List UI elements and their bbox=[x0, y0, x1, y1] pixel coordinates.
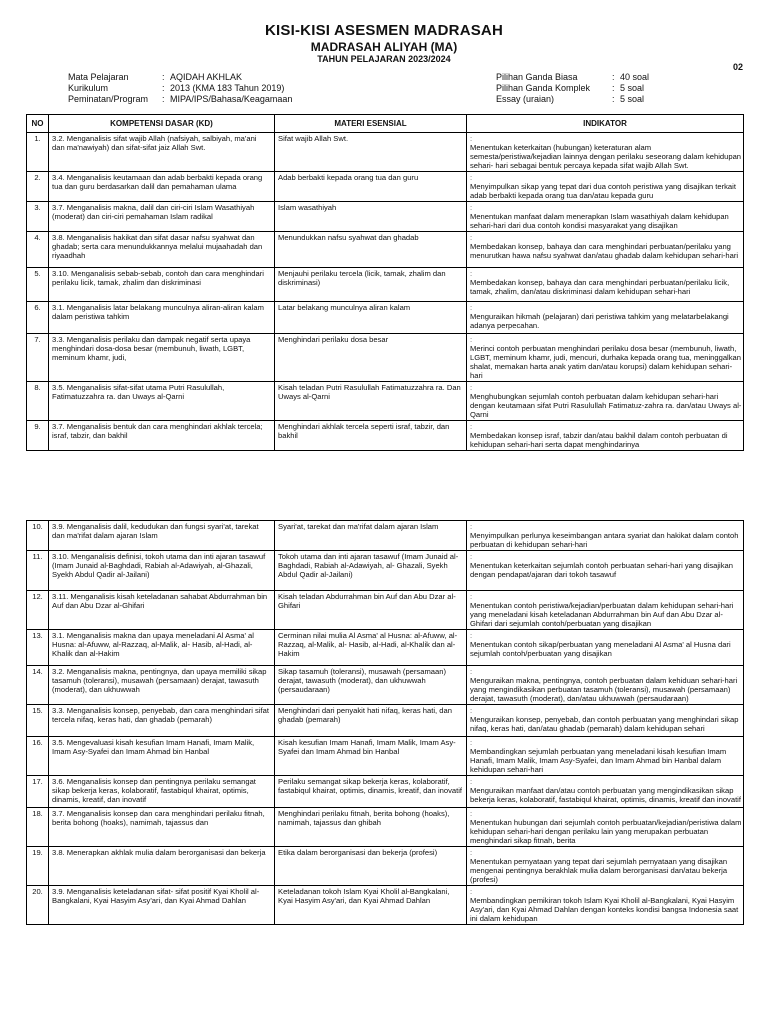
cell-materi-esensial: Tokoh utama dan inti ajaran tasawuf (Imam Junaid al-Baghdadi, Rabiah al-Adawiyah, al- Ghazali, Syekh Abdul Qadir al-Jailani) bbox=[275, 551, 467, 591]
meta-right-block bbox=[496, 72, 649, 105]
cell-materi-esensial: Kisah kesufian Imam Hanafi, Imam Malik, Imam Asy-Syafei dan Imam Ahmad bin Hanbal bbox=[275, 737, 467, 776]
cell-kompetensi-dasar: 3.5. Mengevaluasi kisah kesufian Imam Hanafi, Imam Malik, Imam Asy-Syafei dan Imam Ahmad bin Hanbal bbox=[49, 737, 275, 776]
indikator-bullet: : bbox=[470, 738, 473, 747]
cell-indikator bbox=[467, 268, 744, 302]
table-row bbox=[27, 421, 744, 451]
indikator-bullet: : bbox=[470, 335, 473, 344]
cell-indikator bbox=[467, 630, 744, 666]
indikator-text: Menentukan contoh peristiwa/kejadian/perbuatan dalam kehidupan sehari-hari yang meneladani kisah keteladanan Abdurrahman bin Auf dan Abu Dzar al-Ghifari dari sejumlah contoh/perbuatan yang disajikan bbox=[470, 601, 734, 628]
cell-indikator bbox=[467, 737, 744, 776]
cell-kompetensi-dasar: 3.5. Menganalisis sifat-sifat utama Putri Rasulullah, Fatimatuzzahra ra. dan Uways al-Qarni bbox=[49, 382, 275, 421]
meta-key: Essay (uraian) bbox=[496, 94, 555, 104]
cell-no: 17. bbox=[27, 776, 49, 808]
meta-key: Kurikulum bbox=[68, 83, 109, 93]
cell-no: 13. bbox=[27, 630, 49, 666]
cell-materi-esensial: Perilaku semangat sikap bekerja keras, kolaboratif, fastabiqul khairat, optimis, dinamis, kreatif, dan inovatif bbox=[275, 776, 467, 808]
cell-no: 15. bbox=[27, 705, 49, 737]
cell-materi-esensial: Cerminan nilai mulia Al Asma' al Husna: al-Afuww, al-Razzaq, al-Malik, al- Hasib, al-Hadi, al-Khalik dan al-Hakim bbox=[275, 630, 467, 666]
cell-kompetensi-dasar: 3.2. Menganalisis makna, pentingnya, dan upaya memiliki sikap tasamuh (toleransi), musawah (persamaan) derajat, tawasuth (moderat), dan ukhuwwah bbox=[49, 666, 275, 705]
meta-colon: : bbox=[612, 94, 615, 104]
meta-line bbox=[496, 94, 649, 105]
cell-indikator bbox=[467, 382, 744, 421]
indikator-bullet: : bbox=[470, 203, 473, 212]
meta-line bbox=[496, 72, 649, 83]
indikator-bullet: : bbox=[470, 631, 473, 640]
cell-materi-esensial: Syari'at, tarekat dan ma'rifat dalam ajaran Islam bbox=[275, 521, 467, 551]
indikator-bullet: : bbox=[470, 667, 473, 676]
cell-kompetensi-dasar: 3.3. Menganalisis konsep, penyebab, dan cara menghindari sifat tercela nifaq, keras hati, dan ghadab (pemarah) bbox=[49, 705, 275, 737]
cell-no: 6. bbox=[27, 302, 49, 334]
indikator-text: Membandingkan pemikiran tokoh Islam Kyai Kholil al-Bangkalani, Kyai Hasyim Asy'ari, dan Kyai Ahmad Dahlan dengan konteks kondisi bangsa Indonesia saat ini dalam kehidupan bbox=[470, 896, 739, 923]
column-header-indikator: INDIKATOR bbox=[467, 115, 744, 133]
indikator-bullet: : bbox=[470, 592, 473, 601]
cell-indikator bbox=[467, 172, 744, 202]
indikator-bullet: : bbox=[470, 777, 473, 786]
cell-materi-esensial: Sifat wajib Allah Swt. bbox=[275, 133, 467, 172]
cell-materi-esensial: Menghindari akhlak tercela seperti israf, tabzir, dan bakhil bbox=[275, 421, 467, 451]
indikator-bullet: : bbox=[470, 269, 473, 278]
cell-kompetensi-dasar: 3.3. Menganalisis perilaku dan dampak negatif serta upaya menghindari dosa-dosa besar (membunuh, liwath, LGBT, meminum khamr, judi, bbox=[49, 334, 275, 382]
meta-colon: : bbox=[612, 83, 615, 93]
cell-kompetensi-dasar: 3.6. Menganalisis konsep dan pentingnya perilaku semangat sikap bekerja keras, kolaboratif, fastabiqul khairat, optimis, dinamis, kreatif, dan inovatif bbox=[49, 776, 275, 808]
table-row bbox=[27, 133, 744, 172]
table-row bbox=[27, 591, 744, 630]
indikator-text: Menyimpulkan perlunya keseimbangan antara syariat dan hakikat dalam contoh perbuatan di kehidupan sehari-hari bbox=[470, 531, 739, 549]
meta-left-block bbox=[68, 72, 292, 105]
cell-indikator bbox=[467, 705, 744, 737]
cell-indikator bbox=[467, 302, 744, 334]
indikator-text: Menguraikan makna, pentingnya, contoh perbuatan dalam kehiduan sehari-hari yang mengindikasikan perbuatan tasamuh (toleransi), musawah (persamaan) derajat, tawasuth (moderat), dan/atau ukhuwwah (persaudaraan) bbox=[470, 676, 738, 703]
indikator-text: Menentukan pernyataan yang tepat dari sejumlah pernyataan yang disajikan mengenai pentingnya berakhlak mulia dalam berorganisasi dan/atau bekerja (profesi) bbox=[470, 857, 728, 884]
document-subtitle: MADRASAH ALIYAH (MA) bbox=[310, 40, 458, 54]
indikator-text: Membedakan konsep, bahaya dan cara menghindari perbuatan/perilaku yang menurutkan hawa nafsu syahwat dan/atau ghadab dalam kehidupan sehari-hari bbox=[470, 242, 739, 260]
indikator-text: Membedakan konsep, bahaya dan cara menghindari perbuatan/perilaku licik, tamak, zhalim, dan/atau diskriminasi dalam kehidupan sehari-hari bbox=[470, 278, 730, 296]
meta-line bbox=[68, 72, 292, 83]
meta-colon: : bbox=[162, 94, 165, 104]
indikator-text: Menentukan keterkaitan (hubungan) keteraturan alam semesta/peristiwa/kejadian lainnya dengan perilaku seseorang dalam kehidupan sehari- hari sebagai bentuk percaya kepada sifat wajib Allah Swt. bbox=[470, 143, 742, 170]
meta-value: AQIDAH AKHLAK bbox=[170, 72, 243, 82]
indikator-bullet: : bbox=[470, 233, 473, 242]
meta-value: 5 soal bbox=[620, 94, 645, 104]
table-row bbox=[27, 202, 744, 232]
indikator-text: Menguraikan manfaat dan/atau contoh perbuatan yang mengindikasikan sikap bekerja keras, kolaboratif, fastabiqul khairat, optimis, dinamis, kreatif dan inovatif bbox=[470, 786, 741, 804]
cell-materi-esensial: Sikap tasamuh (toleransi), musawah (persamaan) derajat, tawasuth (moderat), dan ukhuwwah (persaudaraan) bbox=[275, 666, 467, 705]
cell-no: 16. bbox=[27, 737, 49, 776]
meta-key: Peminatan/Program bbox=[68, 94, 149, 104]
cell-indikator bbox=[467, 886, 744, 925]
cell-indikator bbox=[467, 847, 744, 886]
cell-kompetensi-dasar: 3.1. Menganalisis latar belakang munculnya aliran-aliran kalam dalam peristiwa tahkim bbox=[49, 302, 275, 334]
cell-indikator bbox=[467, 421, 744, 451]
meta-line bbox=[496, 83, 649, 94]
table-row bbox=[27, 666, 744, 705]
column-header-kd: KOMPETENSI DASAR (KD) bbox=[49, 115, 275, 133]
cell-kompetensi-dasar: 3.4. Menganalisis keutamaan dan adab berbakti kepada orang tua dan guru berdasarkan dalil dan pemahaman ulama bbox=[49, 172, 275, 202]
indikator-bullet: : bbox=[470, 134, 473, 143]
indikator-text: Membandingkan sejumlah perbuatan yang meneladani kisah kesufian Imam Hanafi, Imam Malik, Imam Asy-Syafei, dan Imam Ahmad bin Hanbal dalam kehidupan sehari-hari bbox=[470, 747, 727, 774]
table-row bbox=[27, 521, 744, 551]
cell-indikator bbox=[467, 591, 744, 630]
meta-value: 2013 (KMA 183 Tahun 2019) bbox=[170, 83, 285, 93]
cell-materi-esensial: Menghindari perilaku fitnah, berita bohong (hoaks), namimah, tajassus dan ghibah bbox=[275, 808, 467, 847]
indikator-bullet: : bbox=[470, 706, 473, 715]
cell-indikator bbox=[467, 133, 744, 172]
cell-kompetensi-dasar: 3.2. Menganalisis sifat wajib Allah (nafsiyah, salbiyah, ma'ani dan ma'nawiyah) dan sifat-sifat jaiz Allah Swt. bbox=[49, 133, 275, 172]
cell-no: 5. bbox=[27, 268, 49, 302]
cell-no: 7. bbox=[27, 334, 49, 382]
cell-materi-esensial: Menjauhi perilaku tercela (licik, tamak, zhalim dan diskriminasi) bbox=[275, 268, 467, 302]
academic-year: TAHUN PELAJARAN 2023/2024 bbox=[317, 54, 451, 64]
table-row bbox=[27, 232, 744, 268]
cell-materi-esensial: Latar belakang munculnya aliran kalam bbox=[275, 302, 467, 334]
cell-kompetensi-dasar: 3.8. Menerapkan akhlak mulia dalam berorganisasi dan bekerja bbox=[49, 847, 275, 886]
cell-kompetensi-dasar: 3.7. Menganalisis konsep dan cara menghindari perilaku fitnah, berita bohong (hoaks), namimah, tajassus dan bbox=[49, 808, 275, 847]
indikator-bullet: : bbox=[470, 887, 473, 896]
indikator-bullet: : bbox=[470, 383, 473, 392]
cell-indikator bbox=[467, 551, 744, 591]
cell-materi-esensial: Menghindari perilaku dosa besar bbox=[275, 334, 467, 382]
cell-materi-esensial: Menundukkan nafsu syahwat dan ghadab bbox=[275, 232, 467, 268]
cell-kompetensi-dasar: 3.11. Menganalisis kisah keteladanan sahabat Abdurrahman bin Auf dan Abu Dzar al-Ghifari bbox=[49, 591, 275, 630]
meta-line bbox=[68, 94, 292, 105]
grid-table-page-2 bbox=[26, 520, 744, 925]
column-header-no: NO bbox=[27, 115, 49, 133]
cell-kompetensi-dasar: 3.9. Menganalisis keteladanan sifat- sifat positif Kyai Kholil al- Bangkalani, Kyai Hasyim Asy'ari, dan Kyai Ahmad Dahlan bbox=[49, 886, 275, 925]
indikator-bullet: : bbox=[470, 422, 473, 431]
meta-line bbox=[68, 83, 292, 94]
meta-colon: : bbox=[612, 72, 615, 82]
cell-no: 10. bbox=[27, 521, 49, 551]
meta-colon: : bbox=[162, 83, 165, 93]
grid-table-page-1 bbox=[26, 114, 744, 451]
meta-colon: : bbox=[162, 72, 165, 82]
cell-kompetensi-dasar: 3.8. Menganalisis hakikat dan sifat dasar nafsu syahwat dan ghadab; serta cara menundukkannya melalui mujaahadah dan riyaadhah bbox=[49, 232, 275, 268]
cell-materi-esensial: Kisah teladan Putri Rasulullah Fatimatuzzahra ra. Dan Uways al-Qarni bbox=[275, 382, 467, 421]
cell-kompetensi-dasar: 3.9. Menganalisis dalil, kedudukan dan fungsi syari'at, tarekat dan ma'rifat dalam ajaran Islam bbox=[49, 521, 275, 551]
indikator-bullet: : bbox=[470, 173, 473, 182]
table-row bbox=[27, 302, 744, 334]
column-header-materi: MATERI ESENSIAL bbox=[275, 115, 467, 133]
cell-indikator bbox=[467, 232, 744, 268]
cell-indikator bbox=[467, 202, 744, 232]
cell-materi-esensial: Adab berbakti kepada orang tua dan guru bbox=[275, 172, 467, 202]
cell-indikator bbox=[467, 776, 744, 808]
meta-key: Mata Pelajaran bbox=[68, 72, 129, 82]
cell-kompetensi-dasar: 3.10. Menganalisis definisi, tokoh utama dan inti ajaran tasawuf (Imam Junaid al-Baghdadi, Rabiah al-Adawiyah, al-Ghazali, Syekh Abdul Qadir al-Jailani) bbox=[49, 551, 275, 591]
cell-materi-esensial: Etika dalam berorganisasi dan bekerja (profesi) bbox=[275, 847, 467, 886]
table-row bbox=[27, 886, 744, 925]
indikator-bullet: : bbox=[470, 809, 473, 818]
cell-no: 11. bbox=[27, 551, 49, 591]
indikator-text: Menentukan manfaat dalam menerapkan Islam wasathiyah dalam kehidupan sehari-hari dari dua contoh kondisi masyarakat yang disajikan bbox=[470, 212, 729, 230]
indikator-text: Menentukan contoh sikap/perbuatan yang meneladani Al Asma' al Husna dari sejumlah contoh/perbuatan yang disajikan bbox=[470, 640, 731, 658]
cell-indikator bbox=[467, 666, 744, 705]
cell-no: 14. bbox=[27, 666, 49, 705]
indikator-bullet: : bbox=[470, 522, 473, 531]
table-row bbox=[27, 334, 744, 382]
indikator-text: Menentukan hubungan dari sejumlah contoh perbuatan/kejadian/peristiwa dalam kehidupan sehari-hari dengan perilaku lain yang merupakan perbuatan menghindari sikap fitnah, berita bbox=[470, 818, 742, 845]
table-row bbox=[27, 808, 744, 847]
table-row bbox=[27, 268, 744, 302]
cell-materi-esensial: Kisah teladan Abdurrahman bin Auf dan Abu Dzar al-Ghifari bbox=[275, 591, 467, 630]
cell-indikator bbox=[467, 334, 744, 382]
cell-no: 18. bbox=[27, 808, 49, 847]
cell-no: 4. bbox=[27, 232, 49, 268]
indikator-bullet: : bbox=[470, 552, 473, 561]
document-title: KISI-KISI ASESMEN MADRASAH bbox=[265, 22, 503, 39]
cell-no: 19. bbox=[27, 847, 49, 886]
indikator-bullet: : bbox=[470, 848, 473, 857]
cell-indikator bbox=[467, 521, 744, 551]
meta-key: Pilihan Ganda Biasa bbox=[496, 72, 578, 82]
table-row bbox=[27, 630, 744, 666]
cell-no: 8. bbox=[27, 382, 49, 421]
table-row bbox=[27, 776, 744, 808]
cell-no: 20. bbox=[27, 886, 49, 925]
page-number: 02 bbox=[733, 62, 744, 72]
cell-kompetensi-dasar: 3.1. Menganalisis makna dan upaya meneladani Al Asma' al Husna: al-Afuww, al-Razzaq, al-Malik, al- Hasib, al-Hadi, al-Khalik dan al-Hakim bbox=[49, 630, 275, 666]
indikator-text: Menguraikan konsep, penyebab, dan contoh perbuatan yang menghindari sikap nifaq, keras hati, dan/atau ghadab (pemarah) dalam kehidupan sehari bbox=[470, 715, 739, 733]
cell-indikator bbox=[467, 808, 744, 847]
meta-value: 40 soal bbox=[620, 72, 650, 82]
cell-materi-esensial: Islam wasathiyah bbox=[275, 202, 467, 232]
cell-no: 2. bbox=[27, 172, 49, 202]
meta-value: 5 soal bbox=[620, 83, 645, 93]
cell-materi-esensial: Menghindari dari penyakit hati nifaq, keras hati, dan ghadab (pemarah) bbox=[275, 705, 467, 737]
cell-no: 9. bbox=[27, 421, 49, 451]
meta-key: Pilihan Ganda Komplek bbox=[496, 83, 591, 93]
table-row bbox=[27, 172, 744, 202]
table-row bbox=[27, 551, 744, 591]
indikator-bullet: : bbox=[470, 303, 473, 312]
indikator-text: Membedakan konsep israf, tabzir dan/atau bakhil dalam contoh perbuatan di kehidupan sehari-hari serta dapat menghindarinya bbox=[470, 431, 728, 449]
table-row bbox=[27, 705, 744, 737]
indikator-text: Menghubungkan sejumlah contoh perbuatan dalam kehidupan sehari-hari dengan keutamaan sifat Putri Rasulullah Fatimatuz-zahra ra. dan/atau Uways al-Qarni bbox=[470, 392, 742, 419]
cell-no: 1. bbox=[27, 133, 49, 172]
meta-value: MIPA/IPS/Bahasa/Keagamaan bbox=[170, 94, 293, 104]
table-row bbox=[27, 847, 744, 886]
cell-no: 3. bbox=[27, 202, 49, 232]
cell-kompetensi-dasar: 3.7. Menganalisis makna, dalil dan ciri-ciri Islam Wasathiyah (moderat) dan ciri-ciri pemahaman Islam radikal bbox=[49, 202, 275, 232]
cell-no: 12. bbox=[27, 591, 49, 630]
cell-materi-esensial: Keteladanan tokoh Islam Kyai Kholil al-Bangkalani, Kyai Hasyim Asy'ari, dan Kyai Ahmad Dahlan bbox=[275, 886, 467, 925]
table-row bbox=[27, 737, 744, 776]
cell-kompetensi-dasar: 3.10. Menganalisis sebab-sebab, contoh dan cara menghindari perilaku licik, tamak, zhalim dan diskriminasi bbox=[49, 268, 275, 302]
indikator-text: Menentukan keterkaitan sejumlah contoh perbuatan sehari-hari yang disajikan dengan pendapat/ajaran dari tokoh tasawuf bbox=[470, 561, 733, 579]
table-row bbox=[27, 382, 744, 421]
cell-kompetensi-dasar: 3.7. Menganalisis bentuk dan cara menghindari akhlak tercela; israf, tabzir, dan bakhil bbox=[49, 421, 275, 451]
indikator-text: Merinci contoh perbuatan menghindari perilaku dosa besar (membunuh, liwath, LGBT, meminum khamr, judi, mencuri, durhaka kepada orang tua, meninggalkan shalat, memakan harta anak yatim dan/atau korupsi) dalam kehidupan sehari-hari bbox=[470, 344, 741, 380]
indikator-text: Menguraikan hikmah (pelajaran) dari peristiwa tahkim yang melatarbelakangi adanya perpecahan. bbox=[470, 312, 729, 330]
indikator-text: Menyimpulkan sikap yang tepat dari dua contoh peristiwa yang disajikan terkait adab berbakti kepada orang tua dan/atau kepada guru bbox=[470, 182, 736, 200]
